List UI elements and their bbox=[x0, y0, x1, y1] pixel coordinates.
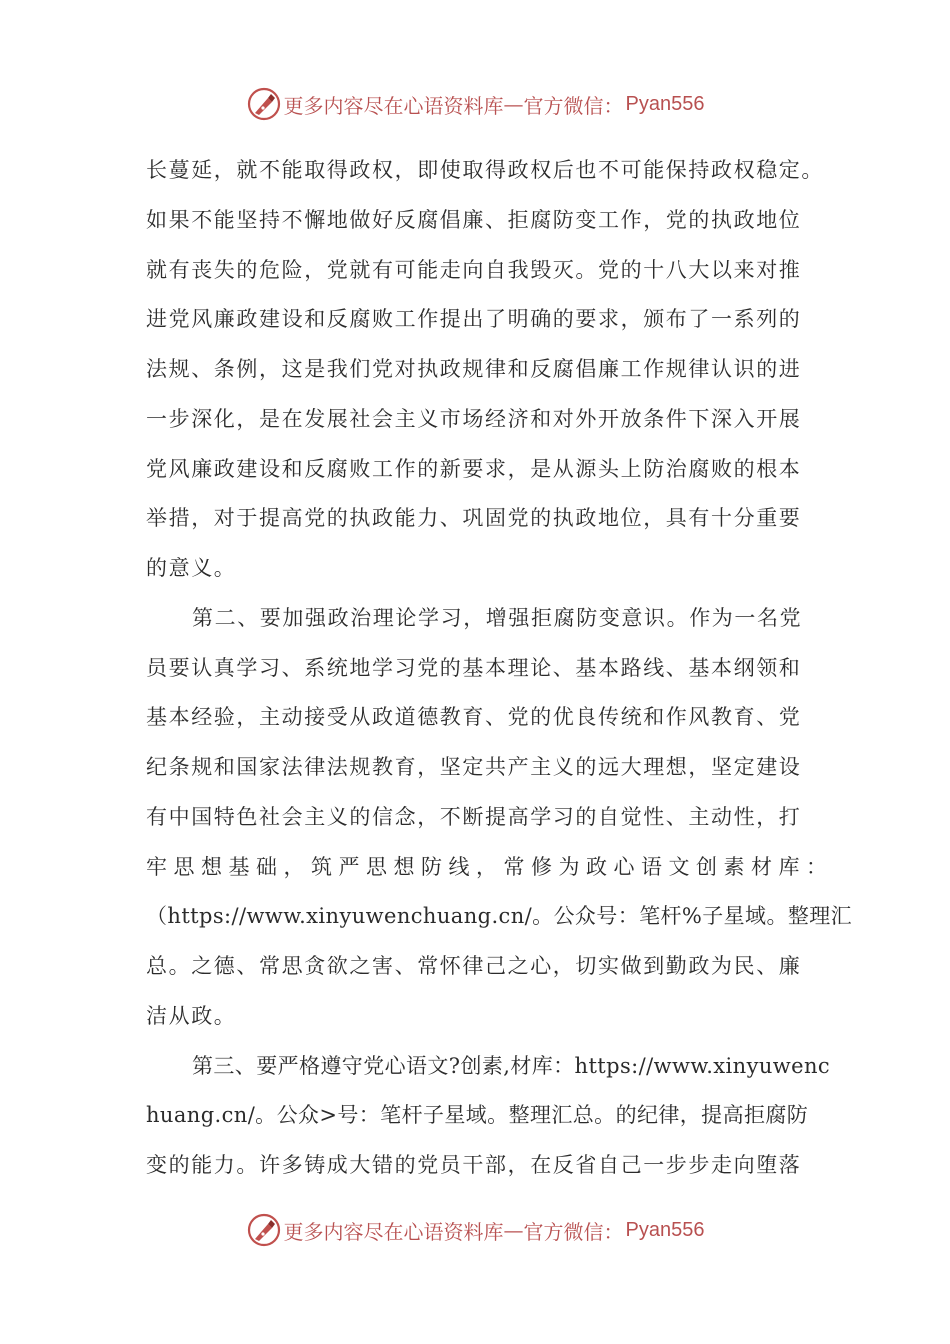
text-line: 纪条规和国家法律法规教育，坚定共产主义的远大理想，坚定建设 bbox=[146, 755, 802, 779]
banner-wechat-id: Pyan556 bbox=[625, 92, 705, 115]
text-line: 法规、条例，这是我们党对执政规律和反腐倡廉工作规律认识的进 bbox=[146, 357, 802, 381]
banner-dash: — bbox=[503, 92, 524, 116]
text-line: 变的能力。许多铸成大错的党员干部，在反省自己一步步走向堕落 bbox=[146, 1153, 802, 1177]
text-line: 举措，对于提高党的执政能力、巩固党的执政地位，具有十分重要 bbox=[146, 506, 802, 531]
text-line-with-url: （https://www.xinyuwenchuang.cn/。公众号：笔杆%子星域。整理汇 bbox=[146, 904, 853, 929]
banner-title: 更多内容尽在心语资料库 bbox=[283, 1219, 504, 1244]
paragraph-start-line: 第三、要严格遵守党心语文?创素,材库：https://www.xinyuwenc bbox=[192, 1053, 831, 1078]
text-line: 基本经验，主动接受从政道德教育、党的优良传统和作风教育、党 bbox=[146, 705, 802, 730]
header-watermark-banner bbox=[0, 82, 950, 126]
banner-title: 更多内容尽在心语资料库 bbox=[283, 93, 504, 118]
text-line: 如果不能坚持不懈地做好反腐倡廉、拒腐防变工作，党的执政地位 bbox=[146, 207, 802, 232]
banner-wechat-label: 官方微信： bbox=[523, 1219, 624, 1244]
text-line: 总。之德、常思贪欲之害、常怀律己之心，切实做到勤政为民、廉 bbox=[146, 954, 802, 978]
text-line: 洁从政。 bbox=[146, 1003, 237, 1028]
text-line: 就有丧失的危险，党就有可能走向自我毁灭。党的十八大以来对推 bbox=[146, 257, 802, 282]
text-line: 员要认真学习、系统地学习党的基本理论、基本路线、基本纲领和 bbox=[146, 655, 802, 680]
text-line: 一步深化，是在发展社会主义市场经济和对外开放条件下深入开展 bbox=[146, 406, 802, 431]
pen-nib-logo-icon bbox=[246, 86, 282, 122]
pen-nib-logo-icon bbox=[246, 1212, 282, 1248]
paragraph-start-line: 第二、要加强政治理论学习，增强拒腐防变意识。作为一名党 bbox=[192, 605, 803, 630]
text-line: 有中国特色社会主义的信念，不断提高学习的自觉性、主动性，打 bbox=[146, 804, 802, 829]
banner-dash: — bbox=[503, 1218, 524, 1242]
footer-watermark-banner bbox=[0, 1208, 950, 1252]
banner-wechat-label: 官方微信： bbox=[523, 93, 624, 118]
document-body bbox=[146, 146, 853, 1191]
text-line-with-url: huang.cn/。公众>号：笔杆子星域。整理汇总。的纪律，提高拒腐防 bbox=[146, 1103, 809, 1128]
text-line: 牢思想基础，筑严思想防线，常修为政心语文创素材库： bbox=[146, 854, 834, 879]
banner-wechat-id: Pyan556 bbox=[625, 1218, 705, 1241]
text-line: 党风廉政建设和反腐败工作的新要求，是从源头上防治腐败的根本 bbox=[146, 456, 802, 481]
text-line: 长蔓延，就不能取得政权，即使取得政权后也不可能保持政权稳定。 bbox=[146, 158, 824, 182]
text-line: 的意义。 bbox=[146, 556, 237, 580]
text-line: 进党风廉政建设和反腐败工作提出了明确的要求，颁布了一系列的 bbox=[146, 307, 802, 332]
